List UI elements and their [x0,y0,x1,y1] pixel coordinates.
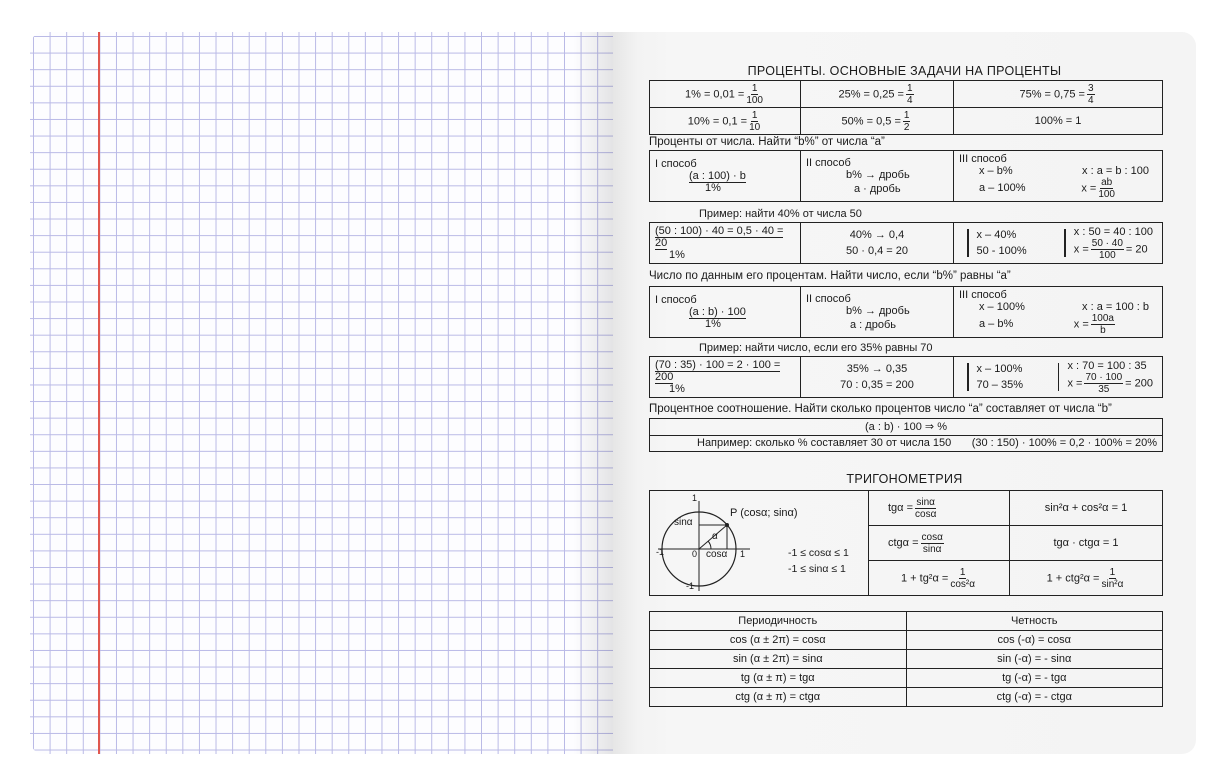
method-2: II способ b% → дробь a · дробь [801,151,954,202]
parity-cell: tg (-α) = - tgα [906,669,1163,688]
periodicity-cell: sin (α ± 2π) = sinα [650,650,907,669]
column-header-periodicity: Периодичность [650,612,907,631]
ratio-table [649,418,1163,452]
example-cell: x – 100% 70 – 35% x : 70 = 100 : 35 x = $\frac{70 \cdot 100}{35}$ = 200 [954,357,1163,398]
trig-identity: sin²α + cos²α = 1 [1010,491,1163,526]
trig-identity: tgα · ctgα = 1 [1010,526,1163,561]
example-table-1 [649,222,1163,264]
tick-minus-one-left: -1 [656,547,665,557]
section-heading: Процентное соотношение. Найти сколько процентов число “a” составляет от числа “b” [649,403,1112,415]
basics-cell: 1% = 0,01 = $\frac{1}{100}$ [650,81,801,108]
methods-table-2 [649,286,1163,338]
basics-cell: 50% = 0,5 = $\frac{1}{2}$ [801,108,954,135]
ratio-example: Например: сколько % составляет 30 от числа 150 (30 : 150) · 100% = 0,2 · 100% = 20% [650,435,1163,452]
percent-title: ПРОЦЕНТЫ. ОСНОВНЫЕ ЗАДАЧИ НА ПРОЦЕНТЫ [747,64,1062,78]
table-row [650,650,1163,669]
basics-cell: 25% = 0,25 = $\frac{1}{4}$ [801,81,954,108]
example-label: Пример: найти 40% от числа 50 [699,208,862,220]
trig-identity: 1 + ctg²α = $\frac{1}{\text{sin²α}}$ [1010,561,1163,596]
example-cell: 40% → 0,4 50 · 0,4 = 20 [801,223,954,264]
periodicity-cell: cos (α ± 2π) = cosα [650,631,907,650]
example-cell: (70 : 35) · 100 = 2 · 100 = 200 1% [650,357,801,398]
page-gutter-shadow [573,32,613,754]
column-header-parity: Четность [906,612,1163,631]
notebook-spread [30,32,1196,754]
point-label: P (cosα; sinα) [730,507,798,519]
sin-label: sinα [674,517,693,528]
table-row [650,688,1163,707]
table-row [650,631,1163,650]
method-3: III способ x – 100% x : a = 100 : b a – b% x = $\frac{100a}{b}$ [954,287,1163,338]
origin-label: 0 [692,549,698,559]
point-p [725,523,729,527]
basics-cell: 100% = 1 [954,108,1163,135]
margin-line [98,32,100,754]
trig-formula: tgα = $\frac{\sin\alpha}{\cos\alpha}$ [869,491,1010,526]
example-cell: x – 40% 50 - 100% x : 50 = 40 : 100 x = $\frac{50 \cdot 40}{100}$ = 20 [954,223,1163,264]
periodicity-parity-table [649,611,1163,707]
example-table-2 [649,356,1163,398]
method-1: I способ (a : b) · 100 1% [650,287,801,338]
example-cell: 35% → 0,35 70 : 0,35 = 200 [801,357,954,398]
grid-page [30,32,613,754]
cos-range: -1 ≤ cosα ≤ 1 [788,547,849,559]
parity-cell: sin (-α) = - sinα [906,650,1163,669]
tick-minus-one-bottom: -1 [686,581,695,591]
section-heading: Число по данным его процентам. Найти число, если “b%” равны “a” [649,270,1011,282]
tick-one-right: 1 [740,549,746,559]
method-1: I способ (a : 100) · b 1% [650,151,801,202]
basics-cell: 10% = 0,1 = $\frac{1}{10}$ [650,108,801,135]
example-label: Пример: найти число, если его 35% равны 70 [699,342,933,354]
methods-table-1 [649,150,1163,202]
reference-page [613,32,1196,754]
method-2: II способ b% → дробь a : дробь [801,287,954,338]
method-3: III способ x – b% x : a = b : 100 a – 100% x = $\frac{ab}{100}$ [954,151,1163,202]
parity-cell: ctg (-α) = - ctgα [906,688,1163,707]
angle-arc [708,541,711,549]
periodicity-cell: tg (α ± π) = tgα [650,669,907,688]
percent-basics-table [649,80,1163,135]
basics-cell: 75% = 0,75 = $\frac{3}{4}$ [954,81,1163,108]
alpha-label: α [712,531,718,542]
periodicity-cell: ctg (α ± π) = ctgα [650,688,907,707]
trig-formula: ctgα = $\frac{\cos\alpha}{\sin\alpha}$ [869,526,1010,561]
parity-cell: cos (-α) = cosα [906,631,1163,650]
ratio-formula: (a : b) · 100 ⇒ % [650,419,1163,436]
example-cell: (50 : 100) · 40 = 0,5 · 40 = 20 1% [650,223,801,264]
tick-one-top: 1 [692,493,698,503]
section-heading: Проценты от числа. Найти “b%” от числа “a” [649,136,885,148]
cos-label: cosα [706,549,728,560]
sin-range: -1 ≤ sinα ≤ 1 [788,563,846,575]
unit-circle-cell [650,491,869,596]
table-row [650,669,1163,688]
trig-formula: 1 + tg²α = $\frac{1}{\text{cos²α}}$ [869,561,1010,596]
trig-table [649,490,1163,596]
trig-title: ТРИГОНОМЕТРИЯ [846,472,963,486]
